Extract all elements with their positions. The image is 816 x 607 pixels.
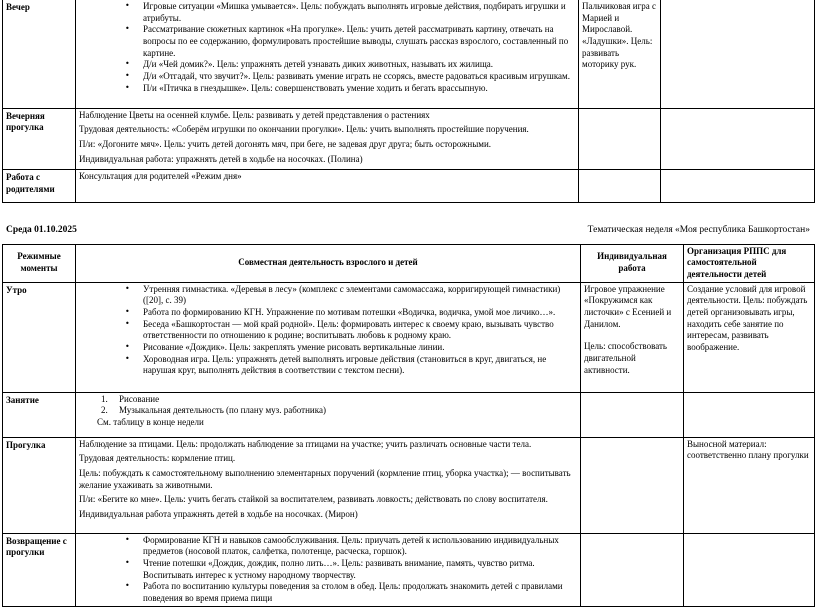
parents-work-cell: Консультация для родителей «Режим дня» [76, 170, 579, 203]
walk-paragraphs [79, 439, 577, 521]
paragraph: Наблюдение за птицами. Цель: продолжать наблюдение за птицами на участке; учить различать основные части тела. [79, 438, 532, 449]
empty-cell [684, 533, 815, 606]
row-morning [3, 282, 815, 392]
date-theme-row [6, 224, 810, 236]
list-item: Рисование [119, 393, 160, 404]
list-item: • Беседа «Башкортостан — мой край родной». Цель: формировать интерес к своему краю, вызывать чувство ответственности по отношению к родине; воспитывать любовь к родному краю. [79, 319, 577, 342]
row-label-lesson: Занятие [3, 392, 76, 437]
lesson-cell [76, 392, 581, 437]
empty-cell [581, 392, 684, 437]
row-label-morning: Утро [3, 282, 76, 392]
row-parents-work [3, 170, 815, 203]
paragraph: Трудовая деятельность: «Соберём игрушки по окончании прогулки». Цель: учить выполнять простейшие поручения. [79, 124, 529, 135]
row-label-parents-work: Работа с родителями [3, 170, 76, 203]
row-lesson [3, 392, 815, 437]
empty-cell [661, 108, 815, 170]
list-item: • Д/и «Отгадай, что звучит?». Цель: развивать умение играть не ссорясь, вместе радоваться красивым игрушкам. [79, 71, 575, 83]
paragraph: Цель: побуждать к самостоятельному выполнению элементарных поручений (кормление птиц, уборка участка); — воспитывать желание ухаживать за животными. [79, 468, 571, 490]
paragraph: Индивидуальная работа: упражнять детей в ходьбе на носочках. (Полина) [79, 153, 363, 164]
paragraph: Трудовая деятельность: кормление птиц. [79, 453, 236, 464]
paragraph: Индивидуальная работа упражнять детей в ходьбе на носочках. (Мирон) [79, 509, 358, 520]
row-label-walk: Прогулка [3, 437, 76, 533]
list-item: • Формирование КГН и навыков самообслуживания. Цель: приучать детей к использованию индивидуальных предметов (носовой платок, салфетка, полотенце, расческа, горшок). [79, 535, 577, 558]
header-individual-work: Индивидуальная работа [581, 244, 684, 282]
lesson-note: См. таблицу в конце недели [97, 417, 204, 428]
list-item: • П/и «Птичка в гнездышке». Цель: совершенствовать умение ходить и бегать врассыпную. [79, 83, 575, 95]
return-activities-list [79, 535, 577, 605]
evening-activities-list [79, 1, 575, 95]
header-regime-moments: Режимные моменты [3, 244, 76, 282]
header-joint-activity: Совместная деятельность взрослого и детей [76, 244, 581, 282]
empty-cell [661, 170, 815, 203]
paragraph: П/и: «Бегите ко мне». Цель: учить бегать стайкой за воспитателем, развивать ловкость; действовать по слову воспитателя. [79, 494, 548, 505]
previous-day-plan-table [2, 0, 815, 203]
header-rpps: Организация РППС для самостоятельной деятельности детей [684, 244, 815, 282]
list-item: • Работа по воспитанию культуры поведения за столом в обед. Цель: продолжать знакомить детей с правилами поведения во время приема пищи [79, 581, 577, 604]
date-heading: Среда 01.10.2025 [6, 225, 77, 236]
paragraph: Наблюдение Цветы на осенней клумбе. Цель: развивать у детей представления о растениях [79, 109, 430, 120]
theme-week-heading: Тематическая неделя «Моя республика Башкортостан» [587, 225, 810, 236]
walk-cell [76, 437, 581, 533]
header-row [3, 244, 815, 282]
empty-cell [581, 437, 684, 533]
day-plan-table [2, 244, 815, 607]
evening-individual-work-cell: Пальчиковая игра с Марией и Мирославой. «Ладушки». Цель: развивать моторику рук. [579, 0, 661, 108]
empty-cell [684, 392, 815, 437]
row-return-from-walk [3, 533, 815, 606]
paragraph: Цель: способствовать двигательной активности. [584, 341, 667, 375]
empty-cell [581, 533, 684, 606]
empty-cell [579, 170, 661, 203]
row-evening [3, 0, 815, 108]
row-label-evening-walk: Вечерняя прогулка [3, 108, 76, 170]
lesson-list [79, 394, 577, 417]
list-item: • Д/и «Чей домик?». Цель: упражнять детей узнавать диких животных, называть их жилища. [79, 59, 575, 71]
morning-rpps-cell: Создание условий для игровой деятельности. Цель: побуждать детей организовывать игры, находить себе занятие по интересам, развивать воображение. [684, 282, 815, 392]
morning-activities-list [79, 284, 577, 378]
list-item: • Рисование «Дождик». Цель: закреплять умение рисовать вертикальные линии. [79, 342, 577, 354]
list-item: Музыкальная деятельность (по плану муз. работника) [119, 405, 326, 416]
walk-rpps-cell: Выносной материал: соответственно плану прогулки [684, 437, 815, 533]
evening-walk-cell [76, 108, 579, 170]
paragraph: П/и: «Догоните мяч». Цель: учить детей догонять мяч, при беге, не задевая друг друга; быть осторожными. [79, 138, 492, 149]
list-item: • Чтение потешки «Дождик, дождик, полно лить…». Цель: развивать внимание, память, чувство ритма. Воспитывать интерес к устному народному творчеству. [79, 558, 577, 581]
list-item: • Утренняя гимнастика. «Деревья в лесу» (комплекс с элементами самомассажа, корригирующей гимнастики) ([20], с. 39) [79, 284, 577, 307]
paragraph: Игровое упражнение «Покружимся как листочки» с Есенией и Данилом. [584, 283, 672, 329]
list-item: • Игровые ситуации «Мишка умывается». Цель: побуждать выполнять игровые действия, подбирать игрушки и атрибуты. [79, 1, 575, 24]
evening-walk-paragraphs [79, 110, 575, 166]
row-walk [3, 437, 815, 533]
row-evening-walk [3, 108, 815, 170]
list-item: • Рассматривание сюжетных картинок «На прогулке». Цель: учить детей рассматривать картину, отвечать на вопросы по ее содержанию, формулировать простейшие выводы, слушать рассказ взрослого, составленный по картине. [79, 24, 575, 59]
list-item: • Работа по формированию КГН. Упражнение по мотивам потешки «Водичка, водичка, умой мое личико…». [79, 307, 577, 319]
morning-activities-cell [76, 282, 581, 392]
row-label-evening: Вечер [3, 0, 76, 108]
row-label-return-from-walk: Возвращение с прогулки [3, 533, 76, 606]
empty-cell [661, 0, 815, 108]
evening-activities-cell [76, 0, 579, 108]
morning-individual-work-cell [581, 282, 684, 392]
return-activities-cell [76, 533, 581, 606]
empty-cell [579, 108, 661, 170]
list-item: • Хороводная игра. Цель: упражнять детей выполнять игровые действия (становиться в круг, двигаться, не нарушая круг, выполнять действия в соответствии с текстом песни). [79, 354, 577, 377]
